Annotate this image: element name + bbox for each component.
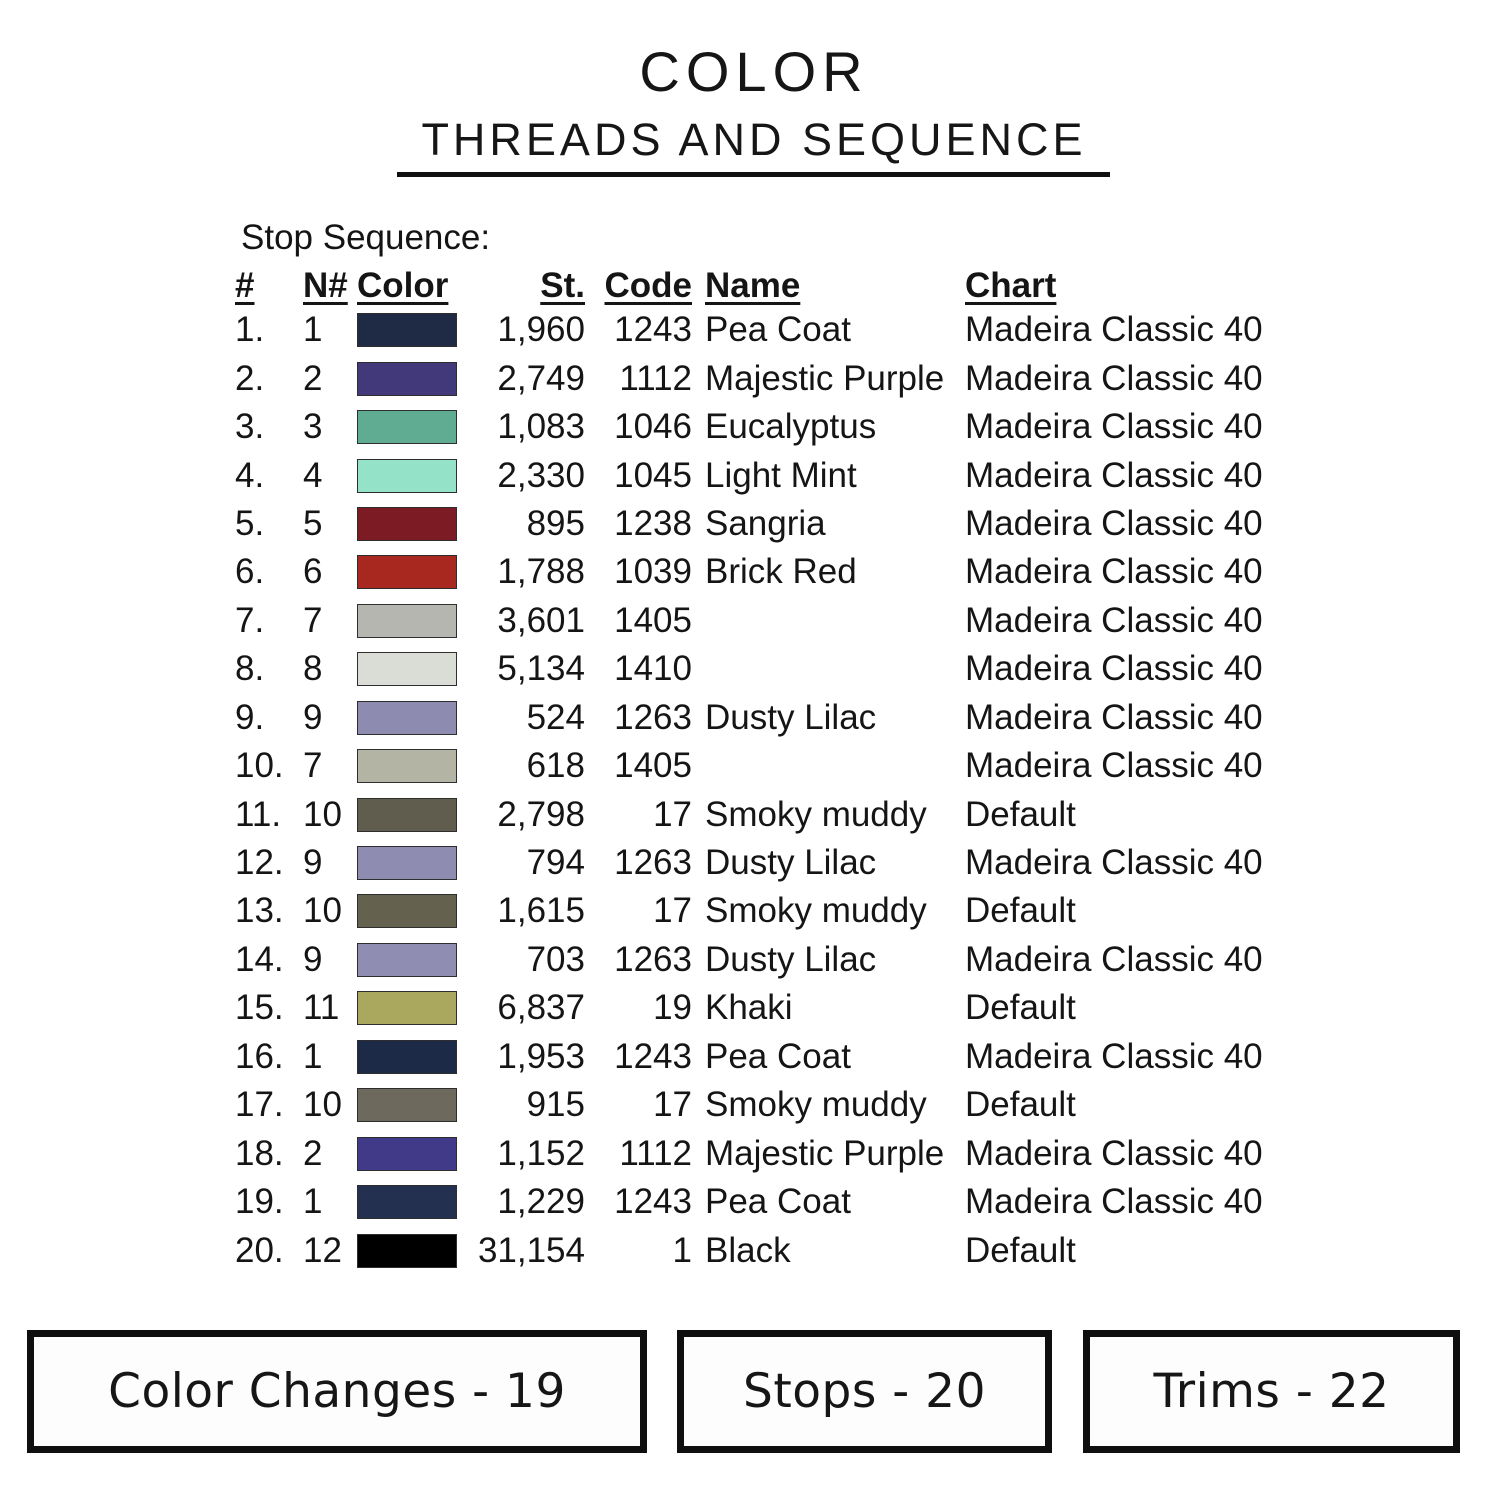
row-stitch-count: 3,601	[497, 600, 585, 640]
row-chart-name: Madeira Classic 40	[965, 649, 1263, 689]
color-swatch	[357, 652, 457, 686]
title-line-2: THREADS AND SEQUENCE	[421, 114, 1087, 165]
row-thread-code: 19	[653, 988, 692, 1028]
table-row	[235, 839, 1290, 887]
row-color-cell	[357, 362, 459, 396]
row-thread-code: 1243	[614, 310, 692, 350]
table-row	[235, 1178, 1290, 1226]
color-swatch	[357, 701, 457, 735]
row-color-cell	[357, 507, 459, 541]
table-row	[235, 597, 1290, 645]
row-color-cell	[357, 701, 459, 735]
row-thread-name: Khaki	[705, 988, 793, 1028]
title-line-1: COLOR	[639, 40, 869, 103]
row-color-cell	[357, 894, 459, 928]
row-stitch-count: 2,330	[497, 455, 585, 495]
row-thread-name: Majestic Purple	[705, 358, 945, 398]
row-stitch-count: 524	[526, 697, 585, 737]
table-row	[235, 790, 1290, 838]
row-num: 14.	[235, 939, 284, 979]
row-thread-code: 1046	[614, 407, 692, 447]
row-needle-num: 2	[303, 1133, 323, 1173]
row-num: 20.	[235, 1230, 284, 1270]
row-thread-code: 1045	[614, 455, 692, 495]
row-needle-num: 1	[303, 1036, 323, 1076]
row-color-cell	[357, 943, 459, 977]
stops-box	[677, 1330, 1052, 1453]
row-num: 6.	[235, 552, 265, 592]
row-thread-code: 17	[653, 891, 692, 931]
row-thread-code: 17	[653, 1085, 692, 1125]
row-needle-num: 10	[303, 794, 342, 834]
row-chart-name: Madeira Classic 40	[965, 503, 1263, 543]
row-stitch-count: 31,154	[477, 1230, 585, 1270]
row-thread-name: Smoky muddy	[705, 891, 927, 931]
row-thread-name: Eucalyptus	[705, 407, 877, 447]
color-changes-box	[27, 1330, 647, 1453]
row-needle-num: 11	[303, 988, 340, 1028]
row-num: 2.	[235, 358, 265, 398]
row-color-cell	[357, 313, 459, 347]
row-thread-code: 1039	[614, 552, 692, 592]
row-stitch-count: 1,615	[497, 891, 585, 931]
row-needle-num: 9	[303, 697, 323, 737]
row-num: 19.	[235, 1182, 284, 1222]
header-n-num: N#	[303, 266, 348, 305]
row-thread-code: 1238	[614, 503, 692, 543]
row-chart-name: Madeira Classic 40	[965, 843, 1263, 883]
row-thread-code: 1	[672, 1230, 692, 1270]
row-color-cell	[357, 410, 459, 444]
table-row	[235, 403, 1290, 451]
row-num: 5.	[235, 503, 265, 543]
header-stitches: St.	[540, 266, 585, 305]
row-thread-code: 1410	[614, 649, 692, 689]
table-row	[235, 451, 1290, 499]
row-thread-name: Pea Coat	[705, 1036, 851, 1076]
table-row	[235, 645, 1290, 693]
row-stitch-count: 5,134	[497, 649, 585, 689]
row-needle-num: 10	[303, 891, 342, 931]
color-changes-label: Color Changes - 19	[108, 1364, 566, 1419]
color-swatch	[357, 313, 457, 347]
stop-sequence-label: Stop Sequence:	[241, 218, 491, 257]
color-swatch	[357, 1234, 457, 1268]
row-color-cell	[357, 1137, 459, 1171]
thread-sequence-table	[235, 266, 1290, 1275]
stops-label: Stops - 20	[743, 1364, 986, 1419]
row-thread-name: Majestic Purple	[705, 1133, 945, 1173]
color-swatch	[357, 1185, 457, 1219]
color-swatch	[357, 555, 457, 589]
row-thread-code: 1243	[614, 1182, 692, 1222]
row-chart-name: Default	[965, 1085, 1076, 1125]
row-thread-name: Sangria	[705, 503, 826, 543]
row-stitch-count: 794	[526, 843, 585, 883]
table-row	[235, 1033, 1290, 1081]
row-needle-num: 3	[303, 407, 323, 447]
table-row	[235, 1226, 1290, 1274]
color-swatch	[357, 991, 457, 1025]
row-needle-num: 7	[303, 600, 323, 640]
row-stitch-count: 895	[526, 503, 585, 543]
row-stitch-count: 2,749	[497, 358, 585, 398]
row-thread-name: Pea Coat	[705, 310, 851, 350]
row-thread-code: 17	[653, 794, 692, 834]
row-stitch-count: 2,798	[497, 794, 585, 834]
row-chart-name: Madeira Classic 40	[965, 1036, 1263, 1076]
row-num: 12.	[235, 843, 284, 883]
row-num: 4.	[235, 455, 265, 495]
table-row	[235, 500, 1290, 548]
row-num: 13.	[235, 891, 284, 931]
trims-label: Trims - 22	[1153, 1364, 1390, 1419]
row-chart-name: Madeira Classic 40	[965, 746, 1263, 786]
row-chart-name: Madeira Classic 40	[965, 455, 1263, 495]
row-needle-num: 1	[303, 1182, 323, 1222]
table-row	[235, 1129, 1290, 1177]
table-rows	[235, 306, 1290, 1275]
color-swatch	[357, 894, 457, 928]
row-chart-name: Default	[965, 1230, 1076, 1270]
row-chart-name: Default	[965, 794, 1076, 834]
row-color-cell	[357, 604, 459, 638]
row-chart-name: Madeira Classic 40	[965, 697, 1263, 737]
row-needle-num: 5	[303, 503, 323, 543]
row-thread-code: 1112	[619, 1133, 692, 1173]
color-swatch	[357, 1137, 457, 1171]
row-stitch-count: 1,083	[497, 407, 585, 447]
trims-box	[1083, 1330, 1460, 1453]
header-name: Name	[705, 266, 801, 305]
row-needle-num: 8	[303, 649, 323, 689]
row-chart-name: Madeira Classic 40	[965, 600, 1263, 640]
row-chart-name: Default	[965, 891, 1076, 931]
row-color-cell	[357, 846, 459, 880]
row-needle-num: 1	[303, 310, 323, 350]
row-color-cell	[357, 1088, 459, 1122]
table-row	[235, 354, 1290, 402]
row-thread-code: 1405	[614, 746, 692, 786]
table-row	[235, 984, 1290, 1032]
row-thread-name: Dusty Lilac	[705, 843, 877, 883]
row-num: 17.	[235, 1085, 284, 1125]
color-swatch	[357, 1040, 457, 1074]
table-row	[235, 936, 1290, 984]
title-underline	[397, 172, 1110, 177]
row-needle-num: 9	[303, 843, 323, 883]
header-chart: Chart	[965, 266, 1057, 305]
row-chart-name: Madeira Classic 40	[965, 939, 1263, 979]
color-swatch	[357, 749, 457, 783]
row-num: 15.	[235, 988, 284, 1028]
page-title	[397, 40, 1111, 165]
row-needle-num: 10	[303, 1085, 342, 1125]
table-row	[235, 306, 1290, 354]
row-num: 8.	[235, 649, 265, 689]
color-swatch	[357, 943, 457, 977]
row-stitch-count: 1,953	[497, 1036, 585, 1076]
color-swatch	[357, 846, 457, 880]
row-thread-name: Smoky muddy	[705, 1085, 927, 1125]
table-row	[235, 1081, 1290, 1129]
row-color-cell	[357, 749, 459, 783]
row-thread-code: 1405	[614, 600, 692, 640]
row-chart-name: Default	[965, 988, 1076, 1028]
row-thread-name: Brick Red	[705, 552, 857, 592]
row-needle-num: 7	[303, 746, 323, 786]
row-chart-name: Madeira Classic 40	[965, 1133, 1263, 1173]
row-color-cell	[357, 1234, 459, 1268]
row-thread-name: Black	[705, 1230, 791, 1270]
row-needle-num: 12	[303, 1230, 342, 1270]
row-needle-num: 9	[303, 939, 323, 979]
row-chart-name: Madeira Classic 40	[965, 407, 1263, 447]
color-swatch	[357, 798, 457, 832]
row-color-cell	[357, 991, 459, 1025]
table-row	[235, 742, 1290, 790]
table-row	[235, 694, 1290, 742]
row-stitch-count: 1,960	[497, 310, 585, 350]
color-swatch	[357, 362, 457, 396]
row-stitch-count: 1,152	[497, 1133, 585, 1173]
row-thread-name: Dusty Lilac	[705, 939, 877, 979]
table-row	[235, 548, 1290, 596]
row-color-cell	[357, 459, 459, 493]
row-num: 10.	[235, 746, 284, 786]
header-num: #	[235, 266, 255, 305]
header-code: Code	[604, 266, 692, 305]
row-thread-name: Dusty Lilac	[705, 697, 877, 737]
table-row	[235, 887, 1290, 935]
row-num: 18.	[235, 1133, 284, 1173]
row-needle-num: 2	[303, 358, 323, 398]
row-num: 16.	[235, 1036, 284, 1076]
row-stitch-count: 1,788	[497, 552, 585, 592]
row-thread-code: 1243	[614, 1036, 692, 1076]
row-color-cell	[357, 1185, 459, 1219]
row-stitch-count: 915	[526, 1085, 585, 1125]
row-thread-code: 1263	[614, 939, 692, 979]
color-swatch	[357, 604, 457, 638]
row-color-cell	[357, 555, 459, 589]
color-swatch	[357, 507, 457, 541]
row-color-cell	[357, 652, 459, 686]
row-num: 3.	[235, 407, 265, 447]
row-num: 9.	[235, 697, 265, 737]
row-thread-code: 1263	[614, 697, 692, 737]
row-stitch-count: 6,837	[497, 988, 585, 1028]
row-color-cell	[357, 798, 459, 832]
row-thread-name: Smoky muddy	[705, 794, 927, 834]
row-thread-name: Light Mint	[705, 455, 857, 495]
color-swatch	[357, 410, 457, 444]
row-needle-num: 4	[303, 455, 323, 495]
row-thread-name: Pea Coat	[705, 1182, 851, 1222]
table-header-row	[235, 266, 1290, 306]
color-swatch	[357, 1088, 457, 1122]
row-chart-name: Madeira Classic 40	[965, 1182, 1263, 1222]
row-stitch-count: 703	[526, 939, 585, 979]
row-stitch-count: 1,229	[497, 1182, 585, 1222]
row-num: 7.	[235, 600, 265, 640]
row-thread-code: 1112	[619, 358, 692, 398]
row-chart-name: Madeira Classic 40	[965, 310, 1263, 350]
row-num: 11.	[235, 794, 282, 834]
row-thread-code: 1263	[614, 843, 692, 883]
header-color: Color	[357, 266, 449, 305]
row-needle-num: 6	[303, 552, 323, 592]
row-stitch-count: 618	[526, 746, 585, 786]
color-swatch	[357, 459, 457, 493]
row-num: 1.	[235, 310, 265, 350]
row-chart-name: Madeira Classic 40	[965, 552, 1263, 592]
row-chart-name: Madeira Classic 40	[965, 358, 1263, 398]
row-color-cell	[357, 1040, 459, 1074]
